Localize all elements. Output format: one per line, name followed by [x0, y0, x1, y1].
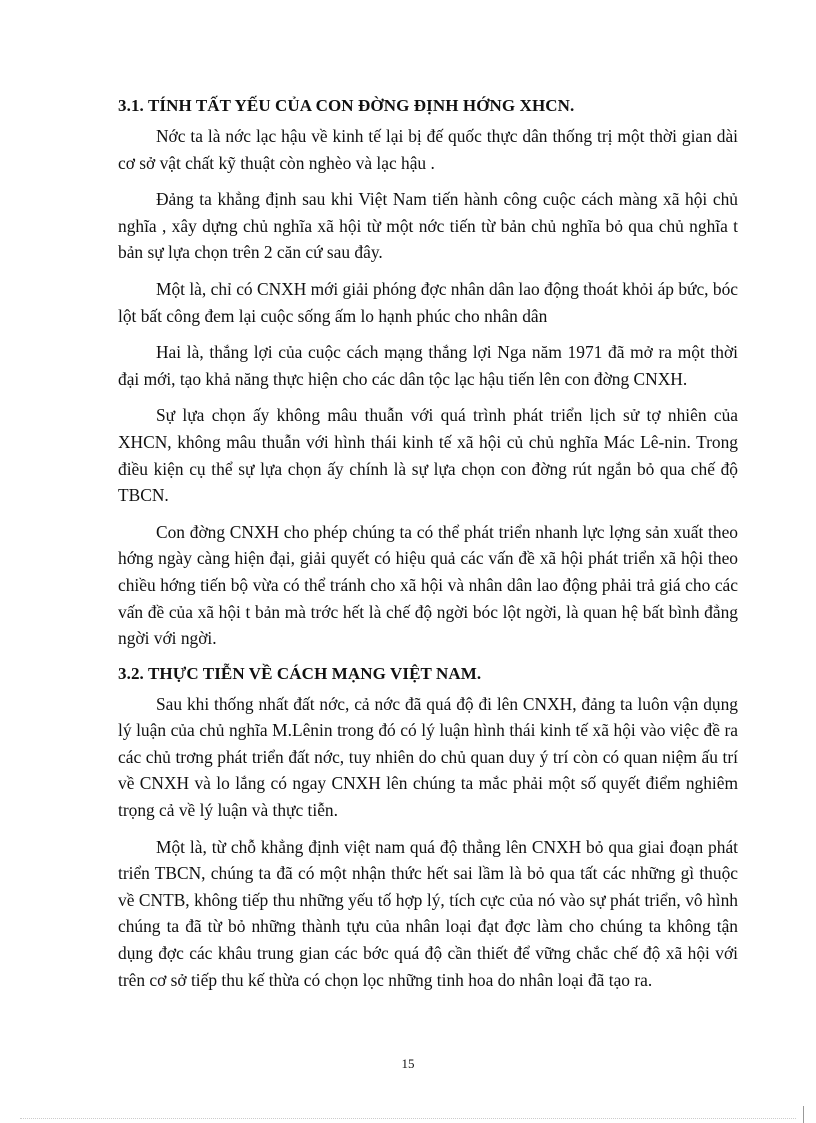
paragraph: Một là, từ chỗ khẳng định việt nam quá độ thẳng lên CNXH bỏ qua giai đoạn phát triển TBCN, chúng ta đã có một nhận thức hết sai lầm là bỏ qua tất các những gì thuộc về CNTB, không tiếp thu những yếu tố hợp lý, tích cực của nó vào sự phát triển, vô hình chúng ta đã từ bỏ những thành tựu của nhân loại đạt đợc làm cho chúng ta không tận dụng đợc các khâu trung gian các bớc quá độ cần thiết để vững chắc chế độ xã hội với trên cơ sở tiếp thu kế thừa có chọn lọc những tinh hoa do nhân loại đã tạo ra. — [118, 836, 738, 990]
document-page — [118, 94, 738, 1003]
paragraph: Sau khi thống nhất đất nớc, cả nớc đã quá độ đi lên CNXH, đảng ta luôn vận dụng lý luận của chủ nghĩa M.Lênin trong đó có lý luận hình thái kinh tế xã hội vào việc đề ra các chủ trơng phát triển đất nớc, tuy nhiên do chủ quan duy ý trí còn có quan niệm ấu trí về CNXH và lo lắng có ngay CNXH lên chúng ta mắc phải một số quyết điểm nghiêm trọng cả về lý luận và thực tiễn. — [118, 693, 738, 821]
page-bottom-divider — [20, 1118, 796, 1119]
page-number: 15 — [401, 1056, 415, 1071]
section-heading-3-1: 3.1. TÍNH TẤT YẾU CỦA CON ĐỜNG ĐỊNH HỚNG XHCN. — [118, 96, 575, 115]
paragraph: Hai là, thắng lợi của cuộc cách mạng thắng lợi Nga năm 1971 đã mở ra một thời đại mới, tạo khả năng thực hiện cho các dân tộc lạc hậu tiến lên con đờng CNXH. — [118, 342, 738, 389]
paragraph: Đảng ta khẳng định sau khi Việt Nam tiến hành công cuộc cách màng xã hội chủ nghĩa , xây dựng chủ nghĩa xã hội từ một nớc tiến từ bản chủ nghĩa bỏ qua chủ nghĩa t bản sự lựa chọn trên 2 căn cứ sau đây. — [118, 189, 738, 263]
paragraph: Nớc ta là nớc lạc hậu về kinh tế lại bị đế quốc thực dân thống trị một thời gian dài cơ sở vật chất kỹ thuật còn nghèo và lạc hậu . — [118, 126, 738, 173]
section-heading-3-2: 3.2. THỰC TIỄN VỀ CÁCH MẠNG VIỆT NAM. — [118, 663, 482, 683]
paragraph: Sự lựa chọn ấy không mâu thuẫn với quá trình phát triển lịch sử tợ nhiên của XHCN, không mâu thuẫn với hình thái kinh tế xã hội củ chủ nghĩa Mác Lê-nin. Trong điều kiện cụ thể sự lựa chọn ấy chính là sự lựa chọn con đờng rút ngắn bỏ qua chế độ TBCN. — [118, 405, 738, 506]
page-edge-mark — [803, 1106, 804, 1123]
paragraph: Con đờng CNXH cho phép chúng ta có thể phát triển nhanh lực lợng sản xuất theo hớng ngày càng hiện đại, giải quyết có hiệu quả các vấn đề xã hội phát triển xã hội theo chiều hớng tiến bộ vừa có thể tránh cho xã hội và nhân dân lao động phải trả giá cho các vấn đề của xã hội t bản mà trớc hết là chế độ ngời bóc lột ngời, là quan hệ bất bình đẳng ngời với ngời. — [118, 521, 738, 649]
paragraph: Một là, chỉ có CNXH mới giải phóng đợc nhân dân lao động thoát khỏi áp bức, bóc lột bất công đem lại cuộc sống ấm lo hạnh phúc cho nhân dân — [118, 278, 738, 326]
